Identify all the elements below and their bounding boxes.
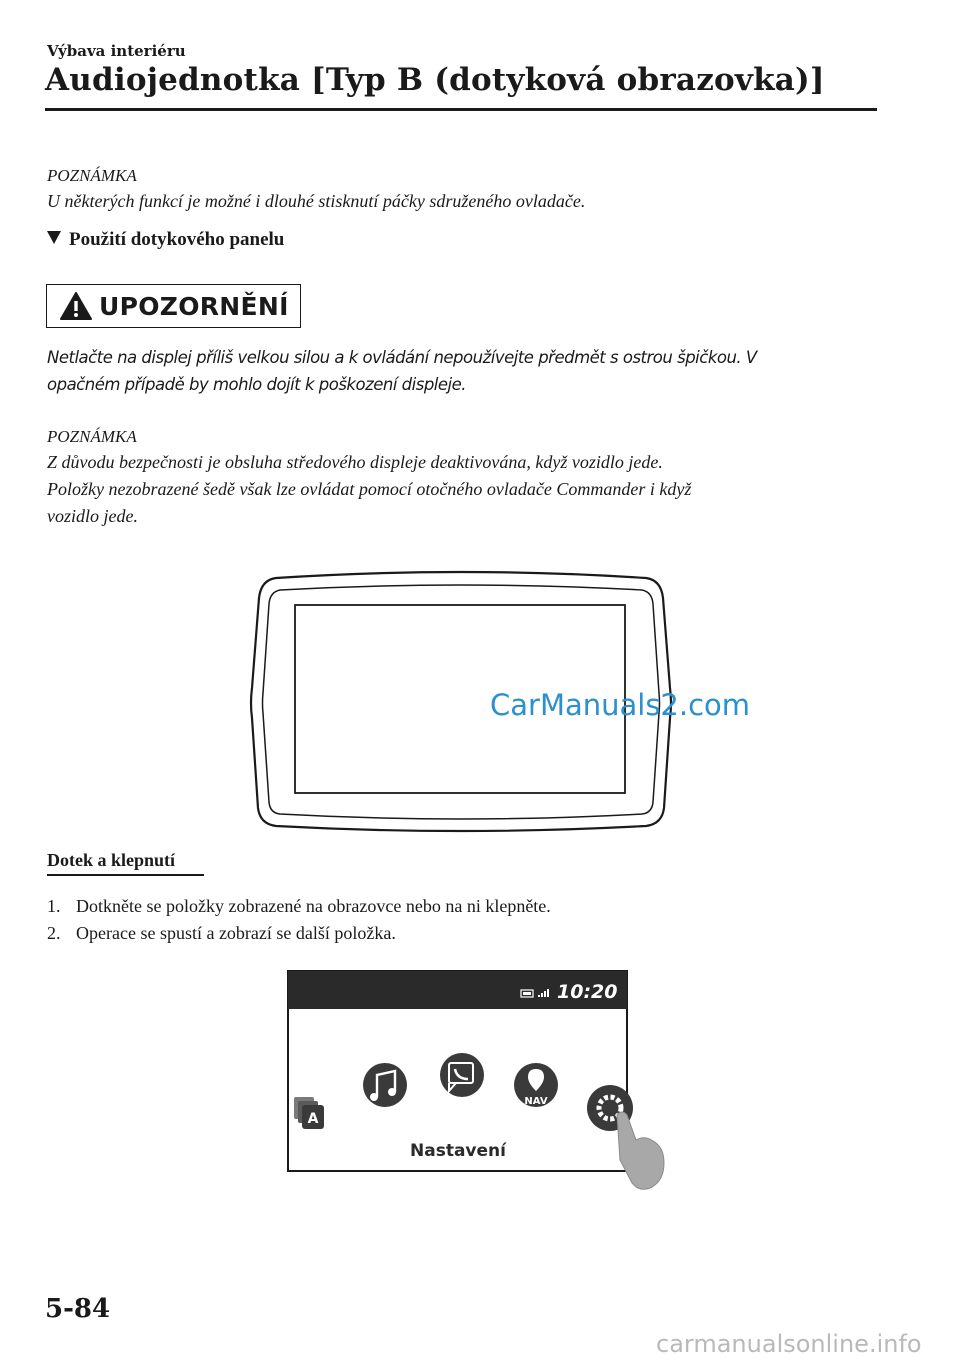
- pointing-hand-icon: [617, 1112, 664, 1189]
- watermark-carmanuals2: CarManuals2.com: [490, 688, 751, 722]
- phone-icon: [440, 1053, 484, 1097]
- footer-watermark: carmanualsonline.info: [656, 1330, 922, 1358]
- note2-line-1: Z důvodu bezpečnosti je obsluha středového displeje deaktivována, když vozidlo jede.: [47, 452, 663, 472]
- caution-label: UPOZORNĚNÍ: [99, 291, 289, 321]
- page-title: Audiojednotka [Typ B (dotyková obrazovka)]: [45, 62, 825, 98]
- touch-panel-heading: [47, 229, 284, 251]
- apps-badge: A: [307, 1111, 319, 1127]
- tap-heading: Dotek a klepnutí: [47, 850, 176, 870]
- page-number: 5-84: [45, 1294, 111, 1324]
- caution-box: [46, 284, 301, 328]
- nav-badge: NAV: [524, 1096, 548, 1107]
- section-label: Výbava interiéru: [47, 42, 186, 60]
- note-text: U některých funkcí je možné i dlouhé stisknutí páčky sdruženého ovladače.: [47, 191, 586, 211]
- caution-line-1: Netlačte na displej příliš velkou silou a k ovládání nepoužívejte předmět s ostrou špičkou. V: [47, 348, 757, 367]
- note2-line-3: vozidlo jede.: [47, 506, 138, 526]
- settings-label: Nastavení: [410, 1141, 506, 1161]
- list-item: 1. Dotkněte se položky zobrazené na obrazovce nebo na ni klepněte.: [47, 896, 551, 916]
- navigation-icon: [514, 1063, 558, 1107]
- note2-line-2: Položky nezobrazené šedě však lze ovládat pomocí otočného ovladače Commander i když: [47, 479, 692, 499]
- caution-text: [47, 344, 877, 398]
- note-heading: POZNÁMKA: [47, 166, 137, 185]
- title-divider: [45, 108, 877, 111]
- steps-list: [47, 893, 551, 947]
- touch-panel-heading-text: Použití dotykového panelu: [69, 229, 285, 250]
- note-text-2: [47, 449, 691, 530]
- warning-icon: [59, 291, 93, 321]
- triangle-bullet-icon: [47, 231, 61, 244]
- music-icon: [363, 1063, 407, 1107]
- tap-heading-underline: [47, 874, 204, 876]
- note-heading-2: POZNÁMKA: [47, 427, 137, 446]
- list-item: 2. Operace se spustí a zobrazí se další položka.: [47, 923, 396, 943]
- clock-text: 10:20: [557, 981, 618, 1003]
- caution-line-2: opačném případě by mohlo dojít k poškození displeje.: [47, 375, 467, 394]
- screen-illustration: [280, 965, 670, 1195]
